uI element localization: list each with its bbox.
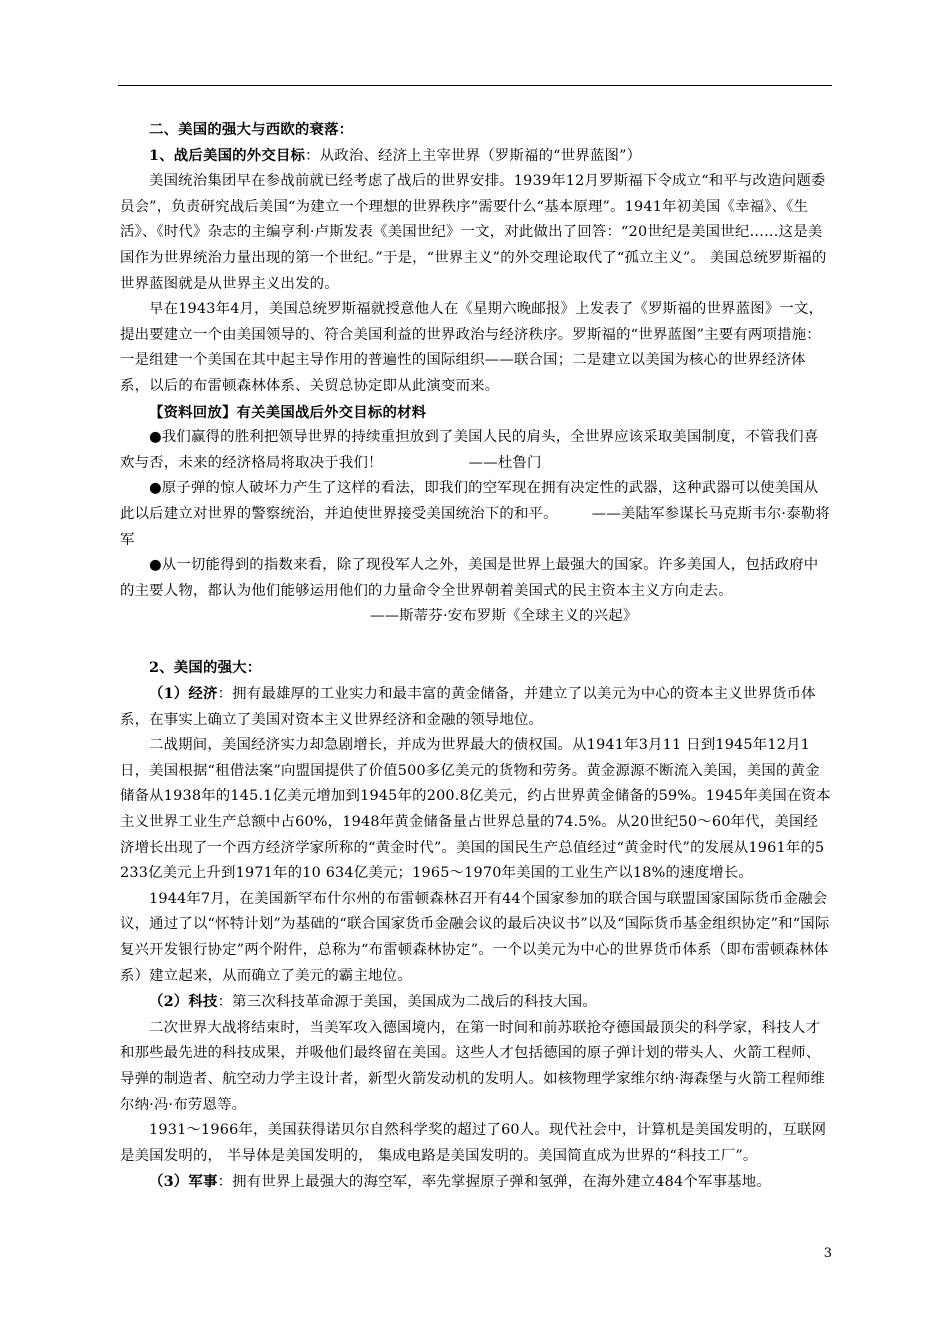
- quote-source: ——杜鲁门: [468, 454, 542, 471]
- point-technology: [120, 989, 832, 1016]
- page-number: 3: [823, 1246, 832, 1261]
- subsection-us-strength: 2、美国的强大：: [149, 659, 262, 677]
- paragraph: 美国统治集团早在参战前就已经考虑了战后的世界安排。1939年12月罗斯福下令成立“和平与改造问题委员会”，负责研究战后美国“为建立一个理想的世界秩序”需要什么“基本原理”。1941年初美国《幸福》、《生活》、《时代》杂志的主编亨利·卢斯发表《美国世纪》一文，对此做出了回答：“20世纪是美国世纪……这是美国作为世界统治力量出现的第一个世纪。”于是，“世界主义”的外交理论取代了“孤立主义”。 美国总统罗斯福的世界蓝图就是从世界主义出发的。: [120, 173, 827, 292]
- point-text: ：拥有世界上最强大的海空军，率先掌握原子弹和氢弹，在海外建立484个军事基地。: [217, 1174, 771, 1191]
- paragraph: 早在1943年4月，美国总统罗斯福就授意他人在《星期六晚邮报》上发表了《罗斯福的世界蓝图》一文，提出要建立一个由美国领导的、符合美国利益的世界政治与经济秩序。罗斯福的“世界蓝图”主要有两项措施：一是组建一个美国在其中起主导作用的普遍性的国际组织——联合国；二是建立以美国为核心的世界经济体系，以后的布雷顿森林体系、关贸总协定即从此演变而来。: [120, 301, 824, 394]
- point-label: （2）科技: [149, 993, 218, 1011]
- point-label: （1）经济: [149, 685, 218, 703]
- point-economy: [120, 681, 832, 733]
- paragraph: 1931～1966年，美国获得诺贝尔自然科学奖的超过了60人。现代社会中，计算机是美国发明的，互联网是美国发明的， 半导体是美国发明的， 集成电路是美国发明的。美国简直成为世界的“科技工厂”。: [120, 1122, 827, 1164]
- spacer: [120, 630, 832, 656]
- section-heading: 二、美国的强大与西欧的衰落：: [149, 121, 354, 138]
- paragraph: 二次世界大战将结束时，当美军攻入德国境内，在第一时间和前苏联抢夺德国最顶尖的科学家，科技人才和那些最先进的科技成果，并吸他们最终留在美国。这些人才包括德国的原子弹计划的带头人、火箭工程师、导弹的制造者、航空动力学主设计者，新型火箭发动机的发明人。如核物理学家维尔纳·海森堡与火箭工程师维尔纳·冯·布劳恩等。: [120, 1019, 826, 1113]
- subsection-text: ：从政治、经济上主宰世界（罗斯福的“世界蓝图”）: [305, 147, 642, 164]
- point-label: （3）军事: [149, 1173, 218, 1191]
- paragraph: 1944年7月，在美国新罕布什尔州的布雷顿森林召开有44个国家参加的联合国与联盟国家国际货币金融会议，通过了以“怀特计划”为基础的“联合国家货币金融会议的最后决议书”以及“国际货币基金组织协定”和“国际复兴开发银行协定”两个附件，总称为“布雷顿森林协定”。一个以美元为中心的世界货币体系（即布雷顿森林体系）建立起来，从而确立了美元的霸主地位。: [120, 890, 830, 984]
- point-text: ：第三次科技革命源于美国，美国成为二战后的科技大国。: [217, 994, 597, 1011]
- quote-text: ●从一切能得到的指数来看，除了现役军人之外，美国是世界上最强大的国家。许多美国人，包括政府中的主要人物，都认为他们能够运用他们的力量命令全世界朝着美国式的民主资本主义方向走去。: [120, 557, 819, 599]
- paragraph: 二战期间，美国经济实力却急剧增长，并成为世界最大的债权国。从1941年3月11 日到1945年12月1日，美国根据“租借法案”向盟国提供了价值500多亿美元的货物和劳务。黄金源源不断流入美国，美国的黄金储备从1938年的145.1亿美元增加到1945年的200.8亿美元，约占世界黄金储备的59%。1945年美国在资本主义世界工业生产总额中占60%，1948年黄金储备量占世界总量的74.5%。从20世纪50～60年代，美国经济增长出现了一个西方经济学家所称的“黄金时代”。美国的国民生产总值经过“黄金时代”的发展从1961年的5 233亿美元上升到1971年的10 634亿美元；1965～1970年美国的工业生产以18%的速度增长。: [120, 737, 831, 882]
- quote-taylor: [120, 476, 832, 553]
- quote-source: ——斯蒂芬·安布罗斯《全球主义的兴起》: [370, 608, 638, 625]
- document-body: [120, 117, 832, 1196]
- materials-heading: 【资料回放】有关美国战后外交目标的材料: [149, 403, 427, 421]
- subsection-label: 1、战后美国的外交目标: [149, 146, 306, 164]
- quote-source: ——美陆军参谋长马克斯韦尔·泰勒将军: [120, 505, 830, 548]
- subsection-diplomatic-goal: [120, 143, 832, 170]
- point-text: ：拥有最雄厚的工业实力和最丰富的黄金储备，并建立了以美元为中心的资本主义世界货币体系，在事实上确立了美国对资本主义世界经济和金融的领导地位。: [120, 686, 816, 728]
- point-military: [120, 1169, 832, 1196]
- quote-truman: [120, 425, 832, 476]
- quote-text: ●我们赢得的胜利把领导世界的持续重担放到了美国人民的肩头，全世界应该采取美国制度，不管我们喜欢与否，未来的经济格局将取决于我们！: [120, 429, 819, 471]
- quote-ambrose: [120, 553, 832, 630]
- quote-text: ●原子弹的惊人破坏力产生了这样的看法，即我们的空军现在拥有决定性的武器，这种武器可以使美国从此以后建立对世界的警察统治，并迫使世界接受美国统治下的和平。: [120, 480, 819, 522]
- header-rule: [118, 85, 832, 86]
